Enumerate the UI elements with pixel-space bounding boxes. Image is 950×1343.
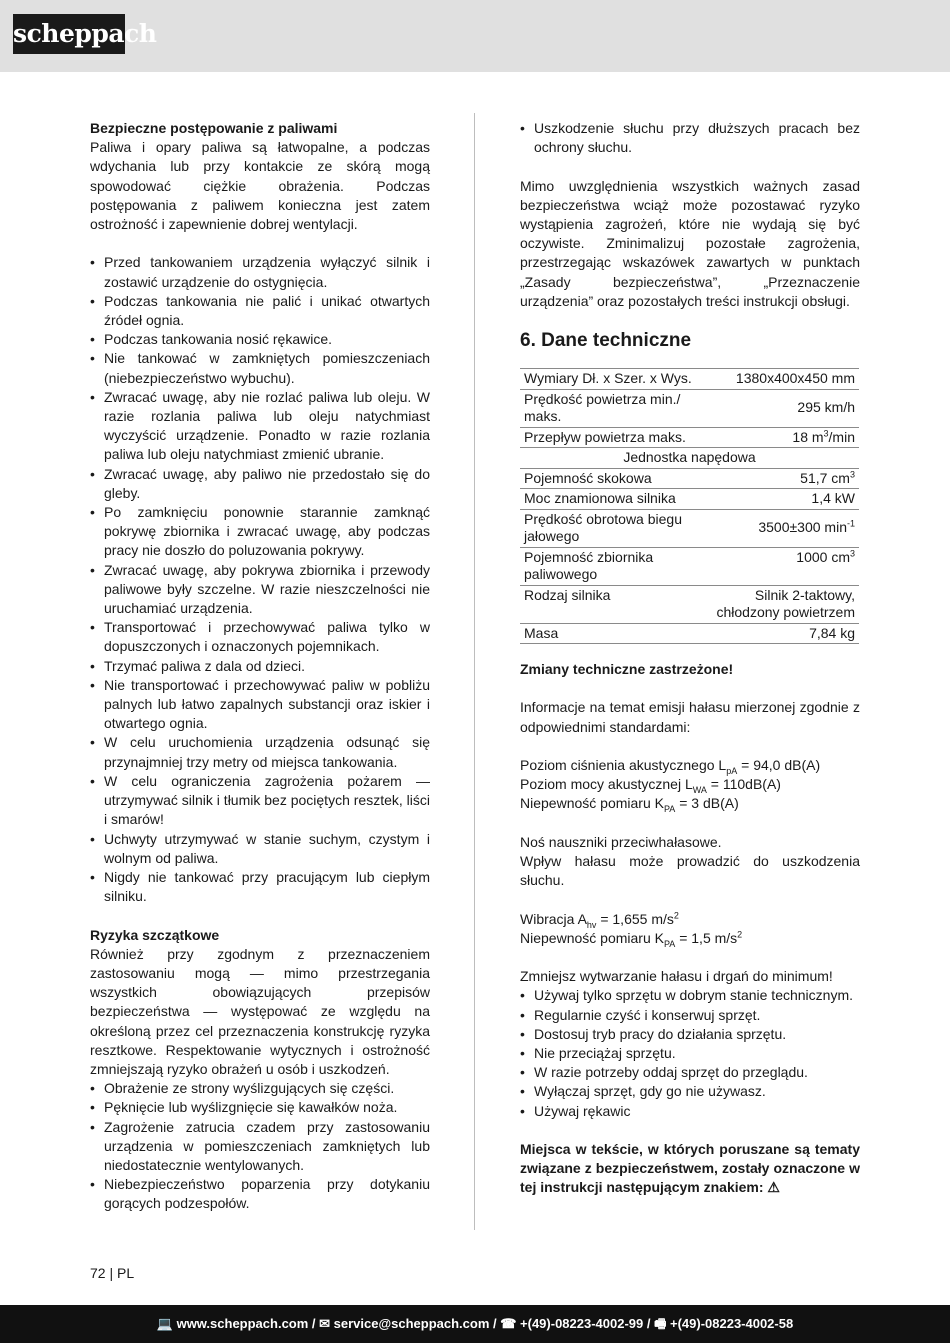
fuel-heading: Bezpieczne postępowanie z paliwami xyxy=(90,120,338,136)
section-title: 6. Dane techniczne xyxy=(520,330,692,352)
minimize-list xyxy=(520,986,860,1120)
table-row xyxy=(520,389,859,427)
left-column xyxy=(90,119,430,1214)
spec-label: Prędkość powietrza min./ maks. xyxy=(524,390,681,425)
fuel-paragraph: Paliwa i opary paliwa są łatwopalne, a podczas wdychania lub przy kontakcie ze skórą mogą spowodować ciężkie obrażenia. Podczas postępowania z paliwem konieczna jest zatem ostrożność i zapewnienie dobrej wentylacji. xyxy=(90,139,430,233)
specs-table xyxy=(520,368,859,644)
vibration-line: Wibracja $A_{hv} = 1,655$ $m/s^2$ xyxy=(520,909,679,930)
spec-value: 1000 $cm^3$ xyxy=(796,547,855,565)
list-item: • Regularnie czyść i konserwuj sprzęt. xyxy=(520,1006,860,1025)
safety-symbol-note: Miejsca w tekście, w których poruszane są tematy związane z bezpieczeństwem, zostały oznaczone w tej instrukcji następującym znakiem: ⚠ xyxy=(520,1141,860,1196)
noise-intro: Informacje na temat emisji hałasu mierzonej zgodnie z odpowiednimi standardami: xyxy=(520,699,860,735)
minimize-intro: Zmniejsz wytwarzanie hałasu i drgań do minimum! xyxy=(520,968,833,985)
table-row xyxy=(520,623,859,644)
noise-level-line: Poziom ciśnienia akustycznego $L_{pA} = 94,0$ dB(A) xyxy=(520,757,821,776)
list-item: • Nie przeciążaj sprzętu. xyxy=(520,1044,860,1063)
spec-value: 18 $m^3/\min$ xyxy=(792,427,855,445)
noise-power-line: Poziom mocy akustycznej $L_{WA} = 110dB(A)$ xyxy=(520,776,781,795)
list-item: • Uchwyty utrzymywać w stanie suchym, czystym i wolnym od paliwa. xyxy=(90,830,430,868)
list-item: • Używaj tylko sprzętu w dobrym stanie technicznym. xyxy=(520,986,860,1005)
spec-value: 7,84 kg xyxy=(809,624,855,641)
spec-label: Pojemność skokowa xyxy=(524,469,652,486)
noise-damage-line: Wpływ hałasu może prowadzić do uszkodzenia słuchu. xyxy=(520,853,860,889)
list-item: • W celu uruchomienia urządzenia odsunąć się przynajmniej trzy metry od miejsca tankowania. xyxy=(90,733,430,771)
table-row xyxy=(520,427,859,448)
risk-heading: Ryzyka szczątkowe xyxy=(90,926,220,943)
table-row xyxy=(520,468,859,489)
spec-label: Wymiary Dł. x Szer. x Wys. xyxy=(524,370,692,387)
list-item: • Obrażenie ze strony wyślizgujących się części. xyxy=(90,1079,430,1098)
risk-list xyxy=(90,1079,430,1213)
spec-value: 1,4 kW xyxy=(811,490,855,507)
list-item: • Pęknięcie lub wyślizgnięcie się kawałków noża. xyxy=(90,1098,430,1117)
list-item: • Używaj rękawic xyxy=(520,1102,860,1121)
table-row xyxy=(520,547,859,585)
spec-label: Moc znamionowa silnika xyxy=(524,490,676,507)
spec-value: Silnik 2-taktowy, chłodzony powietrzem xyxy=(716,586,855,621)
spec-label: Przepływ powietrza maks. xyxy=(524,428,686,445)
hearing-list xyxy=(520,119,860,157)
spec-value: 295 km/h xyxy=(797,399,855,416)
list-item: • Nie tankować w zamkniętych pomieszczeniach (niebezpieczeństwo wybuchu). xyxy=(90,349,430,387)
table-row xyxy=(520,369,859,390)
spec-label: Rodzaj silnika xyxy=(524,586,611,603)
table-row xyxy=(520,489,859,510)
table-row xyxy=(520,448,859,469)
list-item: • W celu ograniczenia zagrożenia pożarem — utrzymywać silnik i tłumik bez pociętych resztek, liści i smarów! xyxy=(90,772,430,830)
spec-label: Pojemność zbiornika paliwowego xyxy=(524,548,654,583)
residual-risk-paragraph: Mimo uwzględnienia wszystkich ważnych zasad bezpieczeństwa wciąż może pozostawać ryzyko wystąpienia zagrożeń, które nie wydają się być oczywiste. Zminimalizuj pozostałe zagrożenia, przestrzegając wskazówek zawartych w punktach „Zasady bezpieczeństwa”, „Przeznaczenie urządzenia” oraz pozostałych treści instrukcji obsługi. xyxy=(520,177,860,309)
vibration-uncertainty-line: Niepewność pomiaru $K_{PA} = 1,5$ $m/s^2$ xyxy=(520,929,743,949)
page-footer xyxy=(0,1305,950,1343)
list-item: • Uszkodzenie słuchu przy dłuższych pracach bez ochrony słuchu. xyxy=(520,119,860,157)
spec-value: 51,7 $cm^3$ xyxy=(800,468,855,486)
right-column xyxy=(520,119,860,1198)
page-number: 72 | PL xyxy=(90,1265,135,1281)
changes-note: Zmiany techniczne zastrzeżone! xyxy=(520,661,734,678)
footer-contact: 💻 www.scheppach.com / ✉ service@scheppach.com / ☎ +(49)-08223-4002-99 / 🖷 +(49)-08223-4002-58 xyxy=(156,1316,794,1331)
list-item: • Podczas tankowania nosić rękawice. xyxy=(90,330,430,349)
spec-group-label: Jednostka napędowa xyxy=(623,449,756,466)
list-item: • Zwracać uwagę, aby pokrywa zbiornika i przewody paliwowe były szczelne. W razie nieszczelności nie uruchamiać urządzenia. xyxy=(90,561,430,619)
list-item: • Po zamknięciu ponownie starannie zamknąć pokrywę zbiornika i zwracać uwagę, aby podczas pracy nie doszło do poluzowania pokrywy. xyxy=(90,503,430,561)
list-item: • Zagrożenie zatrucia czadem przy zastosowaniu urządzenia w pomieszczeniach zamkniętych lub niedostatecznie wentylowanych. xyxy=(90,1118,430,1176)
list-item: • Przed tankowaniem urządzenia wyłączyć silnik i zostawić urządzenie do ostygnięcia. xyxy=(90,253,430,291)
list-item: • Nie transportować i przechowywać paliw w pobliżu palnych lub łatwo zapalnych substancji oraz iskier i otwartego ognia. xyxy=(90,676,430,734)
list-item: • Niebezpieczeństwo poparzenia przy dotykaniu gorących podzespołów. xyxy=(90,1175,430,1213)
column-divider xyxy=(474,113,475,1230)
noise-uncertainty-line: Niepewność pomiaru $K_{PA} = 3$ dB(A) xyxy=(520,795,739,815)
list-item: • Podczas tankowania nie palić i unikać otwartych źródeł ognia. xyxy=(90,292,430,330)
spec-label: Masa xyxy=(524,624,559,641)
spec-label: Prędkość obrotowa biegu jałowego xyxy=(524,510,682,545)
spec-value: 3500±300 $\min^{-1}$ xyxy=(758,518,855,536)
list-item: • Nigdy nie tankować przy pracującym lub ciepłym silniku. xyxy=(90,868,430,906)
table-row xyxy=(520,585,859,623)
list-item: • W razie potrzeby oddaj sprzęt do przeglądu. xyxy=(520,1063,860,1082)
list-item: • Dostosuj tryb pracy do działania sprzętu. xyxy=(520,1025,860,1044)
list-item: • Zwracać uwagę, aby nie rozlać paliwa lub oleju. W razie rozlania paliwa lub oleju natychmiast wyczyścić urządzenie. Ponadto w razie rozlania paliwa lub oleju natychmiast zmienić ubranie. xyxy=(90,388,430,465)
scheppach-logo: scheppach xyxy=(13,14,125,54)
list-item: • Trzymać paliwa z dala od dzieci. xyxy=(90,657,430,676)
ear-protection-line: Noś nauszniki przeciwhałasowe. xyxy=(520,833,722,850)
list-item: • Wyłączaj sprzęt, gdy go nie używasz. xyxy=(520,1082,860,1101)
spec-value: 1380x400x450 mm xyxy=(735,370,855,387)
table-row xyxy=(520,509,859,547)
risk-paragraph: Również przy zgodnym z przeznaczeniem zastosowaniu mogą — mimo przestrzegania wszystkich obowiązujących przepisów bezpieczeństwa — występować ze względu na określoną przez cel przeznaczenia konstrukcję ryzyka resztkowe. Respektowanie wytycznych i ostrożność zmniejszają ryzyko obrażeń u osób i uszkodzeń. xyxy=(90,945,430,1077)
list-item: • Transportować i przechowywać paliwa tylko w dopuszczonych i oznaczonych pojemnikach. xyxy=(90,618,430,656)
list-item: • Zwracać uwagę, aby paliwo nie przedostało się do gleby. xyxy=(90,465,430,503)
fuel-list xyxy=(90,253,430,906)
page-header xyxy=(0,0,950,72)
